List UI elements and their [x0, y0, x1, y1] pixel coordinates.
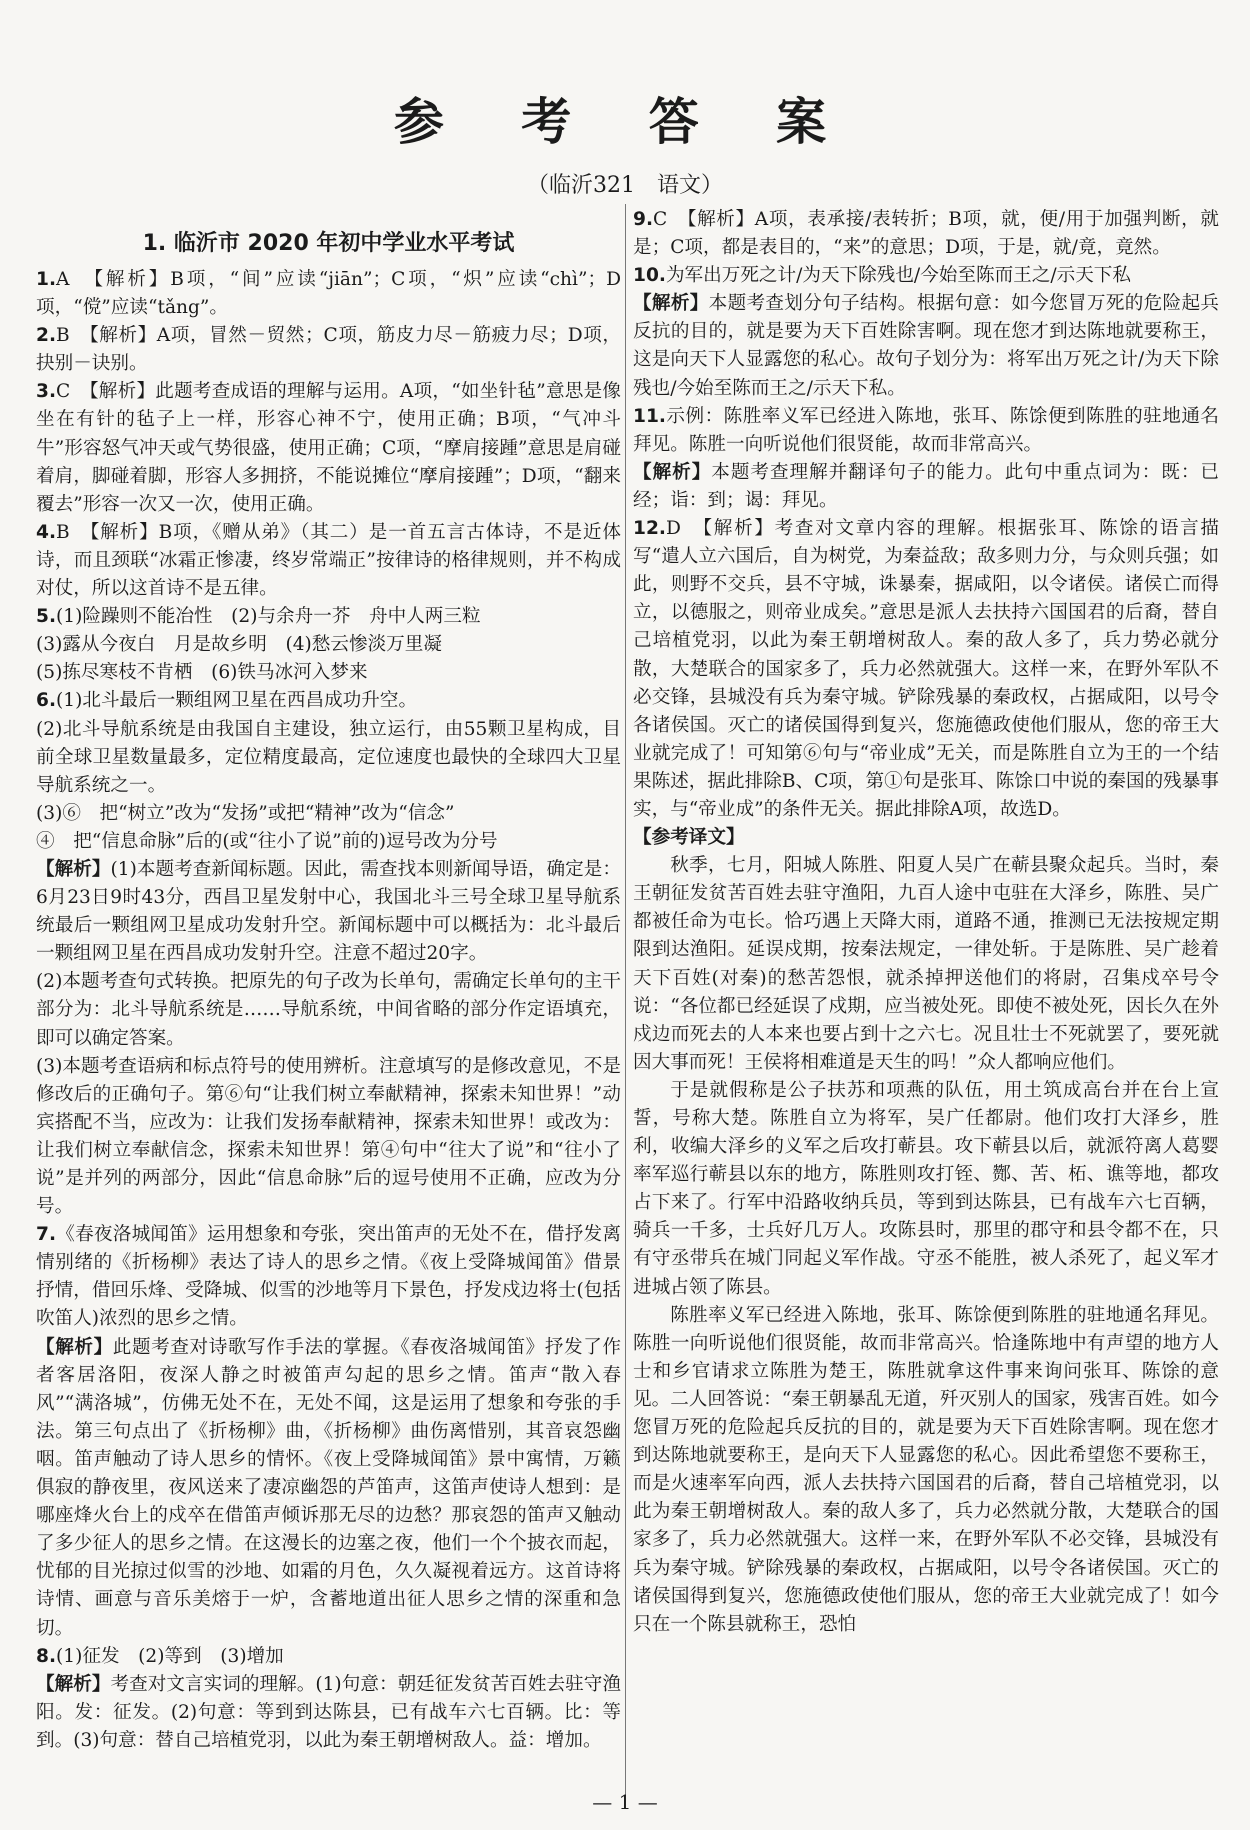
answer-item — [633, 206, 1219, 262]
analysis-tag: 【解析】 — [36, 1336, 113, 1358]
answer-item — [36, 322, 621, 378]
item-text: (1)本题考查新闻标题。因此，需查找本则新闻导语，确定是：6月23日9时43分，西昌卫星发射中心，我国北斗三号全球卫星导航系统最后一颗组网卫星成功发射升空。新闻标题中可以概括为：北斗最后一颗组网卫星在西昌成功发射升空。注意不超过20字。 — [36, 858, 621, 965]
item-number: 3. — [36, 381, 57, 403]
answer-item — [633, 290, 1219, 402]
item-number: 5. — [36, 606, 57, 628]
item-text: B 【解析】A项，冒然－贸然；C项，筋皮力尽－筋疲力尽；D项，抉别－诀别。 — [36, 325, 621, 375]
item-number: 6. — [36, 690, 57, 712]
answer-item — [36, 1671, 621, 1755]
right-answer-list — [633, 206, 1219, 824]
analysis-tag: 【解析】 — [36, 1673, 111, 1695]
item-line — [36, 716, 621, 800]
item-line — [36, 631, 621, 659]
answer-item — [633, 262, 1219, 290]
item-number: 9. — [633, 209, 654, 230]
analysis-tag: 【解析】 — [633, 461, 712, 483]
item-number: 11. — [633, 405, 666, 427]
left-column — [36, 228, 621, 1755]
answer-item — [36, 1643, 621, 1671]
item-text: C 【解析】此题考查成语的理解与运用。A项，“如坐针毡”意思是像坐在有针的毡子上一样，形容心神不宁，使用正确；B项，“气冲斗牛”形容怒气冲天或气势很盛，使用正确；C项，“摩肩接踵”意思是肩碰着肩，脚碰着脚，形容人多拥挤，不能说摊位“摩肩接踵”；D项，“翻来覆去”形容一次又一次，使用正确。 — [36, 381, 621, 515]
translation-paragraph: 于是就假称是公子扶苏和项燕的队伍，用土筑成高台并在台上宣誓，号称大楚。陈胜自立为将军，吴广任都尉。他们攻打大泽乡，胜利，收编大泽乡的义军之后攻打蕲县。攻下蕲县以后，就派符离人葛婴率军巡行蕲县以东的地方，陈胜则攻打铚、酂、苦、柘、谯等地，都攻占下来了。行军中沿路收纳兵员，等到到达陈县，已有战车六七百辆，骑兵一千多，士兵好几万人。攻陈县时，那里的郡守和县令都不在，只有守丞带兵在城门同起义军作战。守丞不能胜，被人杀死了，起义军才进城占领了陈县。 — [633, 1079, 1219, 1298]
item-text: 本题考查理解并翻译句子的能力。此句中重点词为：既：已经；诣：到；谒：拜见。 — [633, 461, 1219, 511]
answer-item — [36, 519, 621, 603]
item-number: 1. — [36, 269, 57, 290]
item-line-text: (1)险躁则不能冶性 (2)与余舟一芥 舟中人两三粒 — [56, 606, 481, 628]
item-text: A 【解析】B项，“间”应读“jiān”；C项，“炽”应读“chì”；D项，“傥”应读“tǎng”。 — [36, 269, 621, 319]
item-text: (2)本题考查句式转换。把原先的句子改为长单句，需确定长单句的主干部分为：北斗导航系统是……导航系统，中间省略的部分作定语填充，即可以确定答案。 — [36, 971, 621, 1049]
analysis-tag: 【解析】 — [633, 293, 709, 315]
item-number: 12. — [633, 518, 666, 540]
answer-item — [36, 378, 621, 518]
answer-item — [36, 968, 621, 1052]
answer-item — [633, 459, 1219, 515]
item-number: 7. — [36, 1224, 57, 1246]
answer-item — [36, 1221, 621, 1333]
section-title: 1. 临沂市 2020 年初中学业水平考试 — [142, 231, 515, 256]
item-text: 考查对文言实词的理解。(1)句意：朝廷征发贫苦百姓去驻守渔阳。发：征发。(2)句意：等到到达陈县，已有战车六七百辆。比：等到。(3)句意：替自己培植党羽，以此为秦王朝增树敌人。益：增加。 — [36, 1673, 621, 1751]
item-text: B 【解析】B项，《赠从弟》（其二）是一首五言古体诗，不是近体诗，而且颈联“冰霜正惨凄，终岁常端正”按律诗的格律规则，并不构成对仗，所以这首诗不是五律。 — [36, 521, 621, 600]
item-line — [36, 828, 621, 856]
item-text: C 【解析】A项，表承接/表转折；B项，就，便/用于加强判断，就是；C项，都是表目的，“来”的意思；D项，于是，就/竟，竟然。 — [633, 209, 1219, 259]
translation-block — [633, 824, 1219, 1639]
item-number: 8. — [36, 1645, 57, 1667]
answer-item — [36, 856, 621, 968]
item-text: 示例：陈胜率义军已经进入陈地，张耳、陈馀便到陈胜的驻地通名拜见。陈胜一向听说他们很贤能，故而非常高兴。 — [633, 405, 1219, 455]
item-text: 为军出万死之计/为天下除残也/今始至陈而王之/示天下私 — [665, 265, 1131, 287]
answer-item — [633, 515, 1219, 824]
item-line-text: (5)拣尽寒枝不肯栖 (6)铁马冰河入梦来 — [36, 662, 368, 684]
analysis-tag: 【解析】 — [36, 858, 111, 880]
item-line-text: (3)⑥ 把“树立”改为“发扬”或把“精神”改为“信念” — [36, 802, 455, 824]
item-number: 4. — [36, 521, 57, 543]
item-text: 《春夜洛城闻笛》运用想象和夸张，突出笛声的无处不在，借抒发离情别绪的《折杨柳》表达了诗人的思乡之情。《夜上受降城闻笛》借景抒情，借回乐烽、受降城、似雪的沙地等月下景色，抒发戍边将士(包括吹笛人)浓烈的思乡之情。 — [36, 1224, 621, 1330]
answer-item — [36, 603, 621, 631]
item-line — [36, 659, 621, 687]
answer-item — [36, 687, 621, 715]
translation-paragraph: 陈胜率义军已经进入陈地，张耳、陈馀便到陈胜的驻地通名拜见。陈胜一向听说他们很贤能，故而非常高兴。恰逢陈地中有声望的地方人士和乡官请求立陈胜为楚王，陈胜就拿这件事来询问张耳、陈馀的意见。二人回答说：“秦王朝暴乱无道，歼灭别人的国家，残害百姓。如今您冒万死的危险起兵反抗的目的，就是要为天下百姓除害啊。现在您才到达陈地就要称王，是向天下人显露您的私心。因此希望您不要称王，而是火速率军向西，派人去扶持六国国君的后裔，替自己培植党羽，以此为秦王朝增树敌人。秦的敌人多了，兵力必然就分散，大楚联合的国家多了，兵力必然就强大。这样一来，在野外军队不必交锋，县城没有兵为秦守城。铲除残暴的秦政权，占据咸阳，以号令各诸侯国。灭亡的诸侯国得到复兴，您施德政使他们服从，您的帝王大业就完成了！如今只在一个陈县就称王，恐怕 — [633, 1304, 1219, 1635]
translation-paragraph: 秋季，七月，阳城人陈胜、阳夏人吴广在蕲县聚众起兵。当时，秦王朝征发贫苦百姓去驻守渔阳，九百人途中屯驻在大泽乡，陈胜、吴广都被任命为屯长。恰巧遇上天降大雨，道路不通，推测已无法按规定期限到达渔阳。延误戍期，按秦法规定，一律处斩。于是陈胜、吴广趁着天下百姓(对秦)的愁苦怨恨，就杀掉押送他们的将尉，召集戍卒号令说：“各位都已经延误了戍期，应当被处死。即使不被处死，因长久在外戍边而死去的人本来也要占到十之六七。况且壮士不死就罢了，要死就因大事而死！王侯将相难道是天生的吗！”众人都响应他们。 — [633, 855, 1219, 1073]
translation-heading: 【参考译文】 — [633, 827, 745, 849]
answer-item — [633, 403, 1219, 459]
page-title: 参 考 答 案 — [393, 93, 857, 151]
item-number: 10. — [633, 265, 666, 287]
page-number: — 1 — — [592, 1790, 658, 1814]
answer-item — [36, 1053, 621, 1222]
item-line — [36, 800, 621, 828]
item-line-text: (2)北斗导航系统是由我国自主建设，独立运行，由55颗卫星构成，目前全球卫星数量最多，定位精度最高，定位速度也最快的全球四大卫星导航系统之一。 — [36, 718, 621, 796]
item-line-text: (3)露从今夜白 月是故乡明 (4)愁云惨淡万里凝 — [36, 634, 442, 656]
item-number: 2. — [36, 325, 57, 347]
left-answer-list — [36, 266, 621, 1755]
item-line-text: (1)北斗最后一颗组网卫星在西昌成功升空。 — [56, 690, 418, 712]
item-text: 本题考查划分句子结构。根据句意：如今您冒万死的危险起兵反抗的目的，就是要为天下百姓除害啊。现在您才到达陈地就要称王，这是向天下人显露您的私心。故句子划分为：将军出万死之计/为天下除残也/今始至陈而王之/示天下私。 — [633, 293, 1219, 399]
item-text: (3)本题考查语病和标点符号的使用辨析。注意填写的是修改意见，不是修改后的正确句子。第⑥句“让我们树立奉献精神，探索未知世界！”动宾搭配不当，应改为：让我们发扬奉献精神，探索未知世界！或改为：让我们树立奉献信念，探索未知世界！第④句中“往大了说”和“往小了说”是并列的两部分，因此“信息命脉”后的逗号使用不正确，应改为分号。 — [36, 1055, 621, 1218]
right-column — [633, 206, 1219, 1639]
item-text: 此题考查对诗歌写作手法的掌握。《春夜洛城闻笛》抒发了作者客居洛阳，夜深人静之时被笛声勾起的思乡之情。笛声“散入春风”“满洛城”，仿佛无处不在，无处不闻，这是运用了想象和夸张的手法。第三句点出了《折杨柳》曲，《折杨柳》曲伤离惜别，其音哀怨幽咽。笛声触动了诗人思乡的情怀。《夜上受降城闻笛》景中寓情，万籁俱寂的静夜里，夜风送来了凄凉幽怨的芦笛声，这笛声使诗人想到：是哪座烽火台上的戍卒在借笛声倾诉那无尽的边愁？那哀怨的笛声又触动了多少征人的思乡之情。在这漫长的边塞之夜，他们一个个披衣而起，忧郁的目光掠过似雪的沙地、如霜的月色，久久凝视着远方。这首诗将诗情、画意与音乐美熔于一炉，含蓄地道出征人思乡之情的深重和急切。 — [36, 1336, 621, 1639]
item-text: (1)征发 (2)等到 (3)增加 — [56, 1645, 284, 1667]
answer-item — [36, 266, 621, 322]
page-subtitle: （临沂321 语文） — [527, 173, 723, 198]
item-text: D 【解析】考查对文章内容的理解。根据张耳、陈馀的语言描写“遣人立六国后，自为树党，为秦益敌；敌多则力分，与众则兵强；如此，则野不交兵，县不守城，诛暴秦，据咸阳，以令诸侯。诸侯亡而得立，以德服之，则帝业成矣。”意思是派人去扶持六国国君的后裔，替自己培植党羽，以此为秦王朝增树敌人。秦的敌人多了，兵力势必就分散，大楚联合的国家多了，兵力必然就强大。这样一来，在野外军队不必交锋，县城没有兵为秦守城。铲除残暴的秦政权，占据咸阳，以号令各诸侯国。灭亡的诸侯国得到复兴，您施德政使他们服从，您的帝王大业就完成了！可知第⑥句与“帝业成”无关，而是陈胜自立为王的一个结果陈述，据此排除B、C项，第①句是张耳、陈馀口中说的秦国的残暴事实，与“帝业成”的条件无关。据此排除A项，故选D。 — [633, 518, 1219, 820]
column-divider — [625, 204, 626, 1796]
answer-item — [36, 1334, 621, 1643]
item-line-text: ④ 把“信息命脉”后的(或“往小了说”前的)逗号改为分号 — [36, 830, 498, 852]
